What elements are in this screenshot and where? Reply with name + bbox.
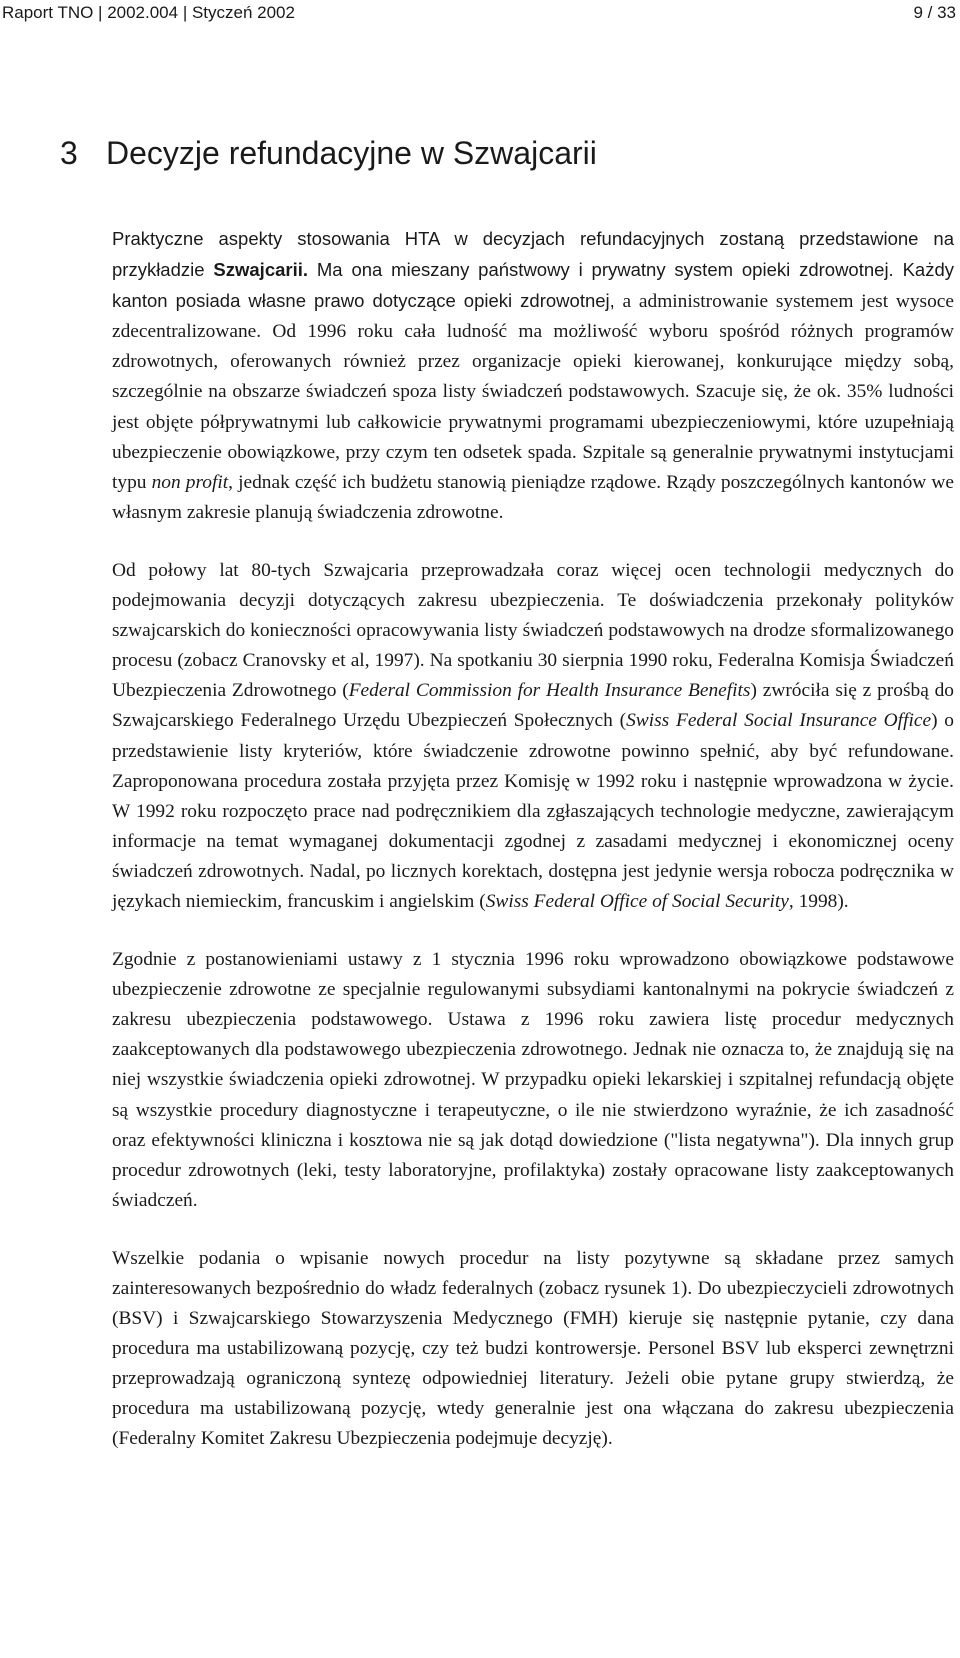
paragraph-2-italic-b: Swiss Federal Social Insurance Office bbox=[626, 710, 932, 732]
paragraph-2-text-a: Od połowy lat 80-tych Szwajcaria przeprowadzała coraz więcej ocen technologii medycznych do podejmowania decyzji dotyczących zakresu ubezpieczenia. Te doświadczenia przekonały polityków szwajcarskich do konieczności opracowywania listy świadczeń podstawowych na drodze sformalizowanego procesu (zobacz Cranovsky et al, 1997). Na spotkaniu 30 sierpnia 1990 roku, Federalna Komisja Świadczeń Ubezpieczenia Zdrowotnego ( bbox=[112, 559, 954, 702]
paragraph-1 bbox=[112, 224, 954, 528]
paragraph-1-text-a: Praktyczne aspekty stosowania HTA w decyzjach refundacyjnych zostaną przedstawione na przykładzie bbox=[112, 228, 954, 281]
page-number: 9 / 33 bbox=[913, 3, 956, 22]
body-text bbox=[112, 224, 954, 1483]
paragraph-1-text-d: a administrowanie systemem jest wysoce zdecentralizowane. Od 1996 roku cała ludność ma możliwość wyboru spośród różnych programów zdrowotnych, oferowanych również przez organizacje opieki kierowanej, konkurujące między sobą, szczególnie na obszarze świadczeń spoza listy świadczeń podstawowych. Szacuje się, że ok. 35% ludności jest objęte półprywatnymi lub całkowicie prywatnymi programami ubezpieczeniowymi, które uzupełniają ubezpieczenie obowiązkowe, przy czym ten odsetek spada. Szpitale są generalnie prywatnymi instytucjami typu bbox=[112, 291, 955, 493]
paragraph-4: Wszelkie podania o wpisanie nowych procedur na listy pozytywne są składane przez samych zainteresowanych bezpośrednio do władz federalnych (zobacz rysunek 1). Do ubezpieczycieli zdrowotnych (BSV) i Szwajcarskiego Stowarzyszenia Medycznego (FMH) kieruje się następnie pytanie, czy dana procedura ma ustabilizowaną pozycję, czy też budzi kontrowersje. Personel BSV lub eksperci zewnętrzni przeprowadzają ograniczoną syntezę odpowiedniej literatury. Jeżeli obie pytane grupy stwierdzą, że procedura ma ustabilizowaną pozycję, wtedy generalnie jest ona włączana do zakresu ubezpieczenia (Federalny Komitet Zakresu Ubezpieczenia podejmuje decyzję). bbox=[112, 1247, 954, 1450]
paragraph-1-italic: non profit bbox=[151, 471, 229, 493]
paragraph-1-text-e: , jednak część ich budżetu stanowią pieniądze rządowe. Rządy poszczególnych kantonów we własnym zakresie planują świadczenia zdrowotne. bbox=[112, 471, 955, 523]
paragraph-2-italic-c: Swiss Federal Office of Social Security bbox=[485, 890, 789, 912]
section-title: Decyzje refundacyjne w Szwajcarii bbox=[106, 135, 597, 171]
paragraph-1-text-c: Każdy kanton posiada własne prawo dotyczące opieki zdrowotnej, bbox=[112, 259, 954, 312]
paragraph-1-bold: Szwajcarii. bbox=[213, 259, 309, 281]
paragraph-2-text-b: ) zwróciła się z prośbą do Szwajcarskiego Federalnego Urzędu Ubezpieczeń Społecznych ( bbox=[112, 680, 955, 732]
page-header bbox=[0, 0, 960, 26]
paragraph-2 bbox=[112, 556, 954, 917]
paragraph-2-text-d: , 1998). bbox=[788, 890, 849, 912]
section-number: 3 bbox=[60, 135, 78, 171]
report-info: Raport TNO | 2002.004 | Styczeń 2002 bbox=[2, 3, 295, 22]
paragraph-1-text-b: Ma ona mieszany państwowy i prywatny system opieki zdrowotnej. bbox=[308, 259, 894, 281]
section-heading bbox=[60, 133, 597, 173]
paragraph-2-italic-a: Federal Commission for Health Insurance Benefits bbox=[348, 680, 751, 702]
paragraph-3: Zgodnie z postanowieniami ustawy z 1 stycznia 1996 roku wprowadzono obowiązkowe podstawowe ubezpieczenie zdrowotne ze specjalnie regulowanymi subsydiami kantonalnymi na pokrycie świadczeń z zakresu ubezpieczenia podstawowego. Ustawa z 1996 roku zawiera listę procedur medycznych zaakceptowanych dla podstawowego ubezpieczenia zdrowotnego. Jednak nie oznacza to, że znajdują się na niej wszystkie świadczenia opieki zdrowotnej. W przypadku opieki lekarskiej i szpitalnej refundacją objęte są wszystkie procedury diagnostyczne i terapeutyczne, o ile nie stwierdzono wyraźnie, że ich zasadność oraz efektywności kliniczna i kosztowa nie są jak dotąd dowiedzione ("lista negatywna"). Dla innych grup procedur zdrowotnych (leki, testy laboratoryjne, profilaktyka) zostały opracowane listy zaakceptowanych świadczeń. bbox=[112, 949, 954, 1211]
paragraph-2-text-c: ) o przedstawienie listy kryteriów, które świadczenie zdrowotne powinno spełnić, aby być refundowane. Zaproponowana procedura została przyjęta przez Komisję w 1992 roku i następnie wprowadzona w życie. W 1992 roku rozpoczęto prace nad podręcznikiem dla zgłaszających technologie medyczne, zawierającym informacje na temat wymaganej dokumentacji zgodnej z zasadami medycznej i ekonomicznej oceny świadczeń zdrowotnych. Nadal, po licznych korektach, dostępna jest jedynie wersja robocza podręcznika w językach niemieckim, francuskim i angielskim ( bbox=[112, 710, 954, 912]
